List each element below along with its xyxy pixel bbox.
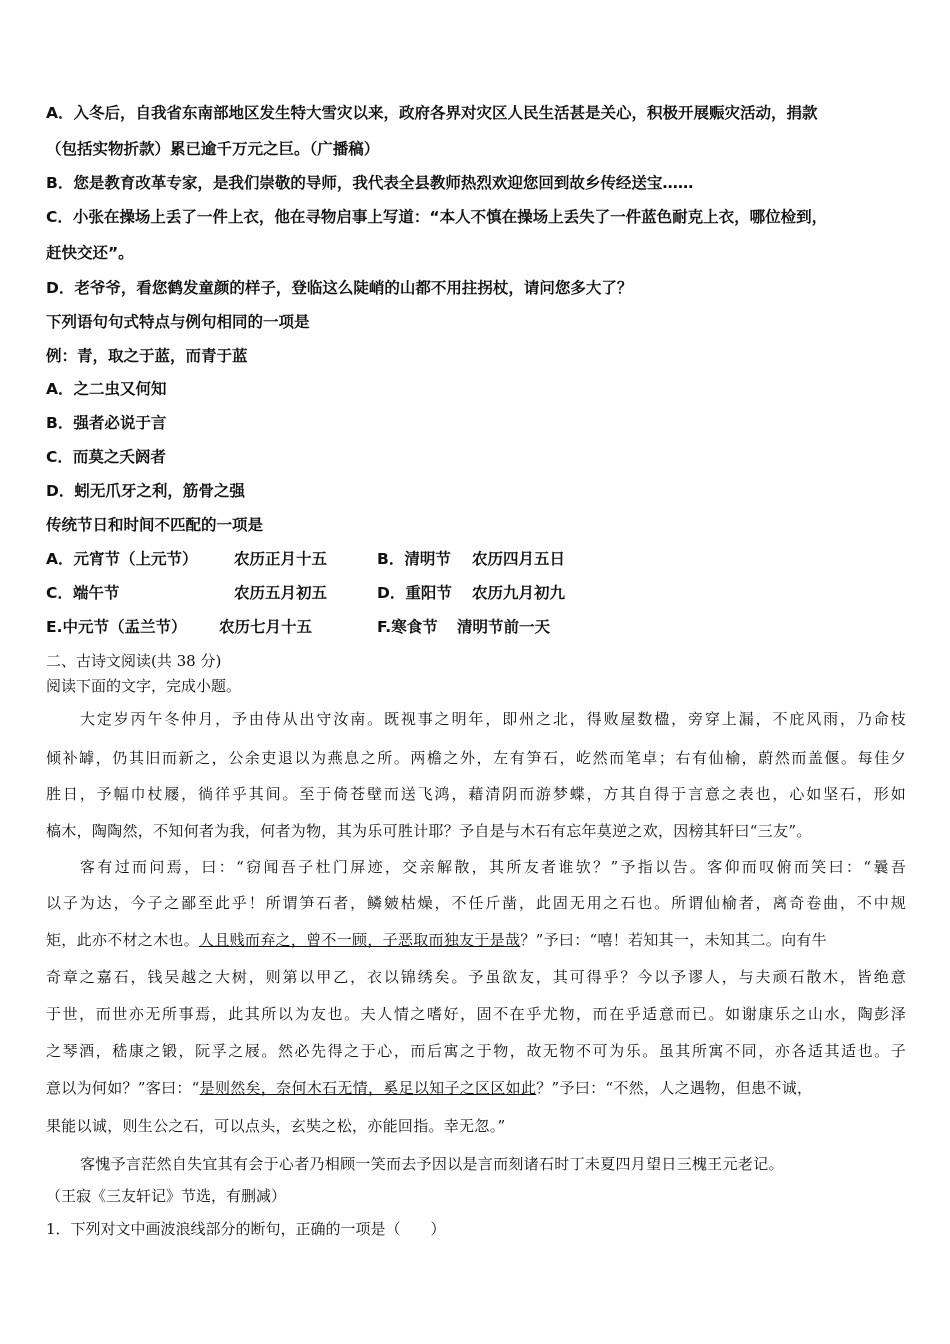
festival-name: D．重阳节: [377, 584, 452, 602]
passage-text: ？”予曰：“嘻！若知其一，未知其二。向有牛: [520, 931, 827, 949]
wavy-underlined-sentence: 是则然矣，奈何木石无情，奚足以知子之区区如此: [199, 1079, 537, 1097]
passage-line-with-wavy: [46, 930, 827, 950]
syntax-option-d: D．蚓无爪牙之利，筋骨之强: [46, 482, 245, 500]
syntax-option-c: C．而莫之夭阏者: [46, 448, 166, 466]
option-c-line2: 赶快交还”。: [46, 244, 134, 262]
festival-name: C．端午节: [46, 584, 120, 602]
passage-line: 果能以诚，则生公之石，可以点头，玄奘之松，亦能回指。幸无忽。”: [46, 1117, 506, 1135]
section-title: 二、古诗文阅读(共 38 分): [46, 652, 222, 670]
passage-text: 矩，此亦不材之木也。: [46, 931, 200, 949]
passage-source: （王寂《三友轩记》节选，有删减）: [46, 1187, 287, 1205]
syntax-question-stem: 下列语句句式特点与例句相同的一项是: [46, 313, 310, 331]
passage-line: 奇章之嘉石，钱吴越之大树，则第以甲乙，衣以锦绣矣。予虽欲友，其可得乎？今以予谬人，与夫顽石散木，皆绝意: [46, 968, 906, 986]
festival-name: A．元宵节（上元节）: [46, 550, 198, 568]
passage-line: 槁木，陶陶然，不知何者为我，何者为物，其为乐可胜计耶？予自是与木石有忘年莫逆之欢，因榜其轩曰“三友”。: [46, 822, 812, 840]
passage-text: ？”予曰：“不然，人之遇物，但患不诚，: [536, 1079, 813, 1097]
festival-date: 农历五月初五: [234, 584, 328, 602]
passage-line: 大定岁丙午冬仲月，予由侍从出守汝南。既视事之明年，即州之北，得败屋数楹，旁穿上漏，不庇风雨，乃命枝: [80, 710, 906, 728]
passage-line-with-wavy: [46, 1078, 812, 1098]
option-a-line2: （包括实物折款）累已逾千万元之巨。（广播稿）: [46, 140, 380, 158]
festival-date: 农历正月十五: [234, 550, 328, 568]
section-intro: 阅读下面的文字，完成小题。: [46, 677, 242, 695]
passage-line: 胜日，予幅巾杖屦，徜徉乎其间。至于倚苍壁而送飞鸿，藉清阴而游梦蝶，方其自得于言意之表也，心如坚石，形如: [46, 785, 906, 803]
passage-line: 客有过而问焉，曰：“窃闻吾子杜门屏迹，交亲解散，其所友者谁欤？”予指以告。客仰而叹俯而笑曰：“曩吾: [80, 858, 906, 876]
festival-date: 农历九月初九: [472, 584, 566, 602]
passage-text: 意以为何如？”客曰：“: [46, 1079, 200, 1097]
festival-date: 清明节前一天: [457, 618, 551, 636]
festival-name: F.寒食节: [377, 618, 438, 636]
option-d: D．老爷爷，看您鹤发童颜的样子，登临这么陡峭的山都不用拄拐杖，请问您多大了？: [46, 279, 633, 297]
passage-line: 之琴酒，嵇康之锻，阮孚之屐。然必先得之于心，而后寓之于物，故无物不可为乐。虽其所寓不同，亦各适其适也。子: [46, 1042, 906, 1060]
festival-date: 农历七月十五: [219, 618, 313, 636]
festival-date: 农历四月五日: [472, 550, 566, 568]
syntax-option-b: B．强者必说于言: [46, 414, 167, 432]
passage-line: 于世，而世亦无所事焉，此其所以为友也。夫人情之嗜好，固不在乎尤物，而在乎适意而已。如谢康乐之山水，陶彭泽: [46, 1005, 906, 1023]
wavy-underlined-sentence: 人且贱而弃之，曾不一顾，子恶取而独友于是哉: [199, 931, 521, 949]
option-b: B．您是教育改革专家，是我们崇敬的导师，我代表全县教师热烈欢迎您回到故乡传经送宝……: [46, 174, 694, 192]
passage-line: 以子为达，今子之鄙至此乎！所谓笋石者，鳞皴枯燥，不任斤凿，此固无用之石也。所谓仙榆者，离奇卷曲，不中规: [46, 894, 906, 912]
passage-line: 倾补罅，仍其旧而新之，公余吏退以为燕息之所。两檐之外，左有笋石，屹然而笔卓；右有仙榆，蔚然而盖偃。每佳夕: [46, 749, 906, 767]
festival-question-stem: 传统节日和时间不匹配的一项是: [46, 516, 264, 534]
syntax-example: 例：青，取之于蓝，而青于蓝: [46, 347, 248, 365]
passage-unpunctuated-line: 客愧予言茫然自失宜其有会于心者乃相顾一笑而去予因以是言而刻诸石时丁未夏四月望日三槐王元老记。: [80, 1155, 784, 1173]
festival-name: E.中元节（盂兰节）: [46, 618, 187, 636]
option-a-line1: A．入冬后，自我省东南部地区发生特大雪灾以来，政府各界对灾区人民生活甚是关心，积极开展赈灾活动，捐款: [46, 104, 818, 122]
festival-name: B．清明节: [377, 550, 451, 568]
question-1-stem: 1．下列对文中画波浪线部分的断句，正确的一项是（ ）: [46, 1220, 446, 1238]
option-c-line1: C．小张在操场上丢了一件上衣，他在寻物启事上写道：“本人不慎在操场上丢失了一件蓝色耐克上衣，哪位检到，: [46, 208, 828, 226]
syntax-option-a: A．之二虫又何知: [46, 380, 167, 398]
